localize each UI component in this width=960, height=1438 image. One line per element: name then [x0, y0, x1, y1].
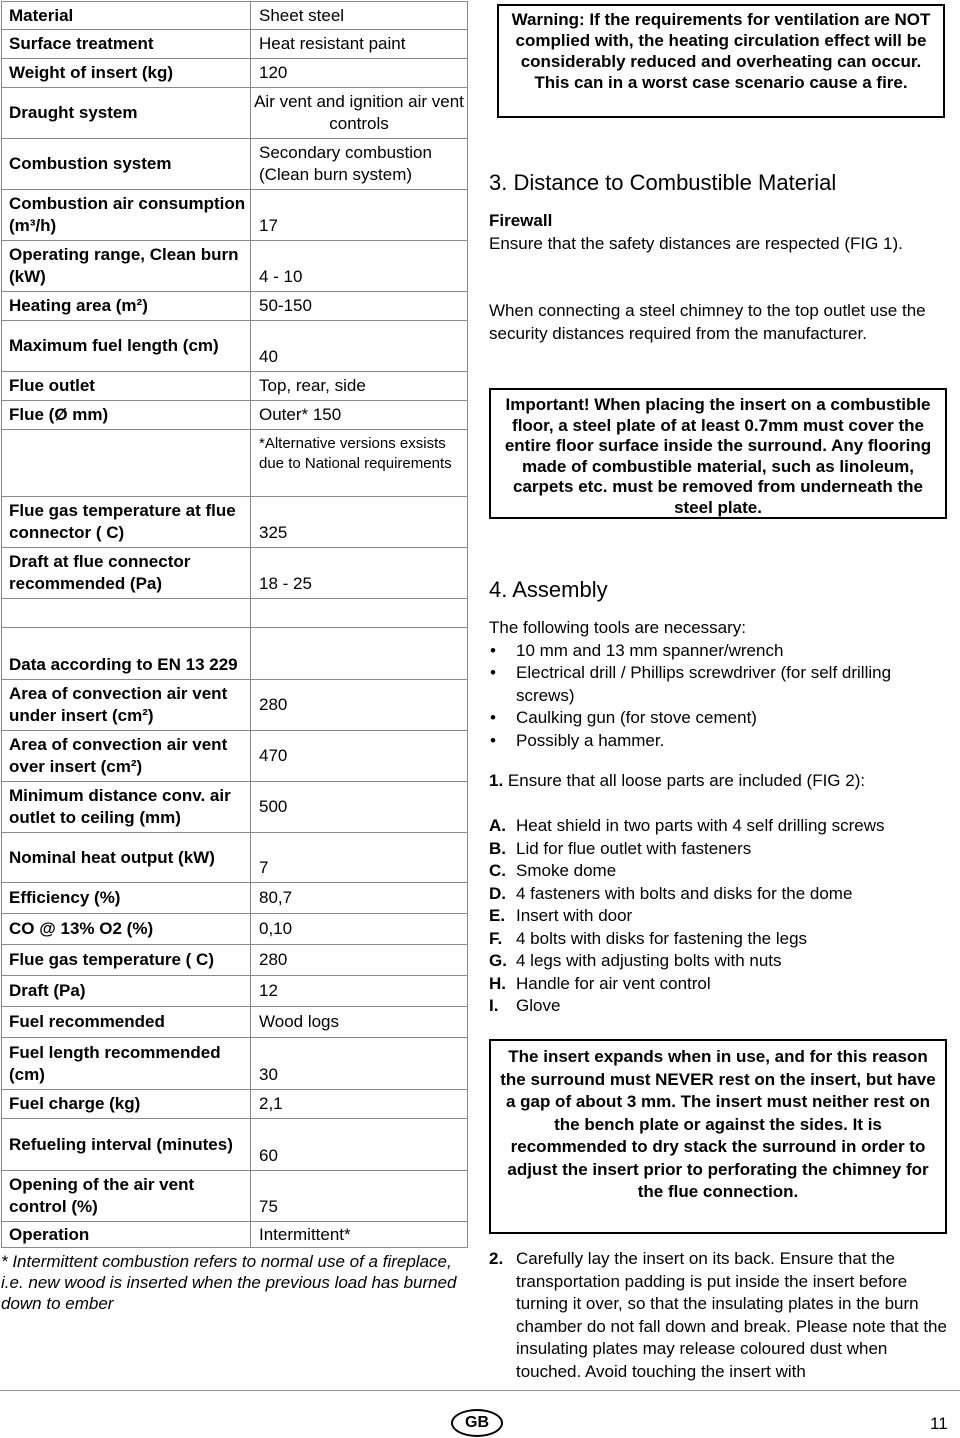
list-item [489, 973, 949, 996]
spec-value: 500 [251, 782, 468, 833]
step-number: 1. [489, 771, 504, 790]
step-2-body [489, 1248, 949, 1383]
step-1 [489, 770, 949, 793]
item-text: Glove [516, 996, 561, 1015]
parts-list-section [489, 815, 949, 1018]
spec-label: Area of convection air vent over insert (cm²) [2, 731, 251, 782]
table-row [2, 190, 468, 241]
spec-value: 7 [251, 833, 468, 883]
item-text: Smoke dome [516, 861, 617, 880]
spec-label: Maximum fuel length (cm) [2, 321, 251, 372]
list-item [489, 838, 949, 861]
item-text: Handle for air vent control [516, 973, 711, 993]
item-letter: H. [489, 973, 506, 993]
parts-list [489, 815, 949, 1018]
table-row [2, 241, 468, 292]
spec-value: 4 - 10 [251, 241, 468, 292]
spec-value: 325 [251, 497, 468, 548]
item-letter: D. [489, 883, 506, 903]
table-row [2, 1171, 468, 1222]
spec-label: Operating range, Clean burn (kW) [2, 241, 251, 292]
table-row [2, 731, 468, 782]
table-row [2, 59, 468, 88]
spec-value: 60 [251, 1119, 468, 1171]
spec-value: 0,10 [251, 914, 468, 945]
spec-value: Secondary combustion (Clean burn system) [251, 139, 468, 190]
tools-intro: The following tools are necessary: [489, 618, 747, 637]
spec-value: 12 [251, 976, 468, 1007]
list-item [489, 928, 949, 951]
spec-value: Heat resistant paint [251, 30, 468, 59]
item-letter: F. [489, 928, 503, 948]
step-text: Carefully lay the insert on its back. Ensure that the transportation padding is put inside the insert before turning it over, so that the insulating plates in the burn chamber do not fall down and break. Please note that the insulating plates may release coloured dust when touched. Avoid touching the insert with [516, 1249, 947, 1381]
spec-label: Flue outlet [2, 372, 251, 401]
table-row [2, 548, 468, 599]
footer-divider [0, 1390, 960, 1391]
important-notice-box: Important! When placing the insert on a combustible floor, a steel plate of at least 0.7mm must cover the entire floor surface inside the surround. Any flooring made of combustible material, such as linoleum, carpets etc. must be removed from underneath the steel plate. [489, 388, 947, 519]
table-row [2, 1222, 468, 1248]
tools-list [489, 640, 949, 753]
spec-label: Refueling interval (minutes) [2, 1119, 251, 1171]
spec-value: 50-150 [251, 292, 468, 321]
ventilation-warning-box: Warning: If the requirements for ventilation are NOT complied with, the heating circulation effect will be considerably reduced and overheating can occur. This can in a worst case scenario cause a fire. [497, 4, 945, 118]
list-item: • Caulking gun (for stove cement) [489, 707, 949, 730]
language-badge: GB [451, 1409, 503, 1437]
spec-label: Draft (Pa) [2, 976, 251, 1007]
spec-value: Air vent and ignition air vent controls [251, 88, 468, 139]
spec-value: 280 [251, 680, 468, 731]
spec-label: Combustion air consumption (m³/h) [2, 190, 251, 241]
spec-label: Heating area (m²) [2, 292, 251, 321]
table-row [2, 372, 468, 401]
spec-label: Operation [2, 1222, 251, 1248]
spec-label: Fuel charge (kg) [2, 1090, 251, 1119]
spec-value: 30 [251, 1038, 468, 1090]
table-row [2, 88, 468, 139]
list-item [489, 905, 949, 928]
table-row [2, 321, 468, 372]
spec-value [251, 628, 468, 680]
firewall-section [489, 210, 949, 255]
chimney-text: When connecting a steel chimney to the top outlet use the security distances required from the manufacturer. [489, 301, 926, 343]
spec-label: Data according to EN 13 229 [2, 628, 251, 680]
list-item [489, 995, 949, 1018]
item-letter: G. [489, 951, 507, 970]
table-footnote: * Intermittent combustion refers to normal use of a fireplace, i.e. new wood is inserted when the previous load has burned down to ember [1, 1252, 457, 1313]
spec-value: Outer* 150 [251, 401, 468, 430]
step-number: 2. [489, 1249, 504, 1268]
item-text: 4 fasteners with bolts and disks for the dome [516, 883, 853, 903]
item-letter: I. [489, 996, 499, 1015]
table-row [2, 2, 468, 30]
spec-label: Flue gas temperature ( C) [2, 945, 251, 976]
specification-table [1, 1, 468, 1248]
table-row [2, 30, 468, 59]
table-row [2, 1119, 468, 1171]
list-item: • Electrical drill / Phillips screwdriver (for self drilling screws) [489, 662, 949, 707]
list-item: • 10 mm and 13 mm spanner/wrench [489, 640, 949, 663]
item-letter: E. [489, 906, 506, 925]
spec-value: 40 [251, 321, 468, 372]
spec-value: 2,1 [251, 1090, 468, 1119]
table-row [2, 945, 468, 976]
spec-value: 80,7 [251, 883, 468, 914]
item-text: 4 bolts with disks for fastening the legs [516, 928, 808, 948]
section-3-heading: 3. Distance to Combustible Material [489, 170, 837, 195]
item-letter: C. [489, 861, 506, 880]
list-item [489, 815, 949, 838]
spec-label: Nominal heat output (kW) [2, 833, 251, 883]
spec-value: 470 [251, 731, 468, 782]
spec-label: Efficiency (%) [2, 883, 251, 914]
table-row [2, 401, 468, 430]
spec-label: Area of convection air vent under insert (cm²) [2, 680, 251, 731]
spec-label: Material [2, 2, 251, 30]
spec-label: Weight of insert (kg) [2, 59, 251, 88]
table-row [2, 1038, 468, 1090]
spec-value: 18 - 25 [251, 548, 468, 599]
table-row [2, 1090, 468, 1119]
spec-label: Opening of the air vent control (%) [2, 1171, 251, 1222]
item-text: Insert with door [516, 906, 633, 925]
spec-value: 120 [251, 59, 468, 88]
spec-value: Top, rear, side [251, 372, 468, 401]
firewall-heading: Firewall [489, 211, 553, 230]
spec-value: 280 [251, 945, 468, 976]
step-text: Ensure that all loose parts are included (FIG 2): [507, 771, 866, 790]
spec-label: Fuel length recommended (cm) [2, 1038, 251, 1090]
spec-label: Draught system [2, 88, 251, 139]
table-row [2, 1007, 468, 1038]
spec-label: Flue (Ø mm) [2, 401, 251, 430]
item-text: Heat shield in two parts with 4 self drilling screws [516, 816, 885, 835]
spec-label: Combustion system [2, 139, 251, 190]
item-text: 4 legs with adjusting bolts with nuts [516, 951, 782, 970]
table-row [2, 430, 468, 497]
spec-label: CO @ 13% O2 (%) [2, 914, 251, 945]
list-item [489, 883, 949, 906]
spec-label: Flue gas temperature at flue connector ( C) [2, 497, 251, 548]
step-2 [489, 1248, 949, 1383]
spec-label [2, 599, 251, 628]
page-number: 11 [930, 1414, 948, 1433]
spec-label [2, 430, 251, 497]
table-row [2, 782, 468, 833]
item-letter: B. [489, 838, 506, 858]
table-row [2, 914, 468, 945]
table-row [2, 883, 468, 914]
list-item [489, 950, 949, 973]
spec-label: Draft at flue connector recommended (Pa) [2, 548, 251, 599]
section-4-heading: 4. Assembly [489, 577, 608, 602]
spec-value: Wood logs [251, 1007, 468, 1038]
spec-value: 17 [251, 190, 468, 241]
spec-label: Minimum distance conv. air outlet to ceiling (mm) [2, 782, 251, 833]
spec-value: Sheet steel [251, 2, 468, 30]
spec-label: Surface treatment [2, 30, 251, 59]
item-text: Lid for flue outlet with fasteners [516, 838, 752, 858]
list-item [489, 860, 949, 883]
table-row [2, 628, 468, 680]
expansion-gap-notice-box: The insert expands when in use, and for this reason the surround must NEVER rest on the insert, but have a gap of about 3 mm. The insert must neither rest on the bench plate or against the sides. It is recommended to dry stack the surround in order to adjust the insert prior to perforating the chimney for the flue connection. [489, 1039, 947, 1234]
spec-label: Fuel recommended [2, 1007, 251, 1038]
spec-value [251, 599, 468, 628]
table-row [2, 680, 468, 731]
spec-note: *Alternative versions exsists due to National requirements [251, 430, 468, 497]
item-letter: A. [489, 816, 506, 835]
table-row [2, 833, 468, 883]
table-row [2, 976, 468, 1007]
spec-value: 75 [251, 1171, 468, 1222]
table-row [2, 497, 468, 548]
tools-section [489, 617, 949, 752]
table-row [2, 599, 468, 628]
firewall-text: Ensure that the safety distances are respected (FIG 1). [489, 233, 903, 253]
table-row [2, 292, 468, 321]
list-item: • Possibly a hammer. [489, 730, 949, 753]
spec-value: Intermittent* [251, 1222, 468, 1248]
table-row [2, 139, 468, 190]
